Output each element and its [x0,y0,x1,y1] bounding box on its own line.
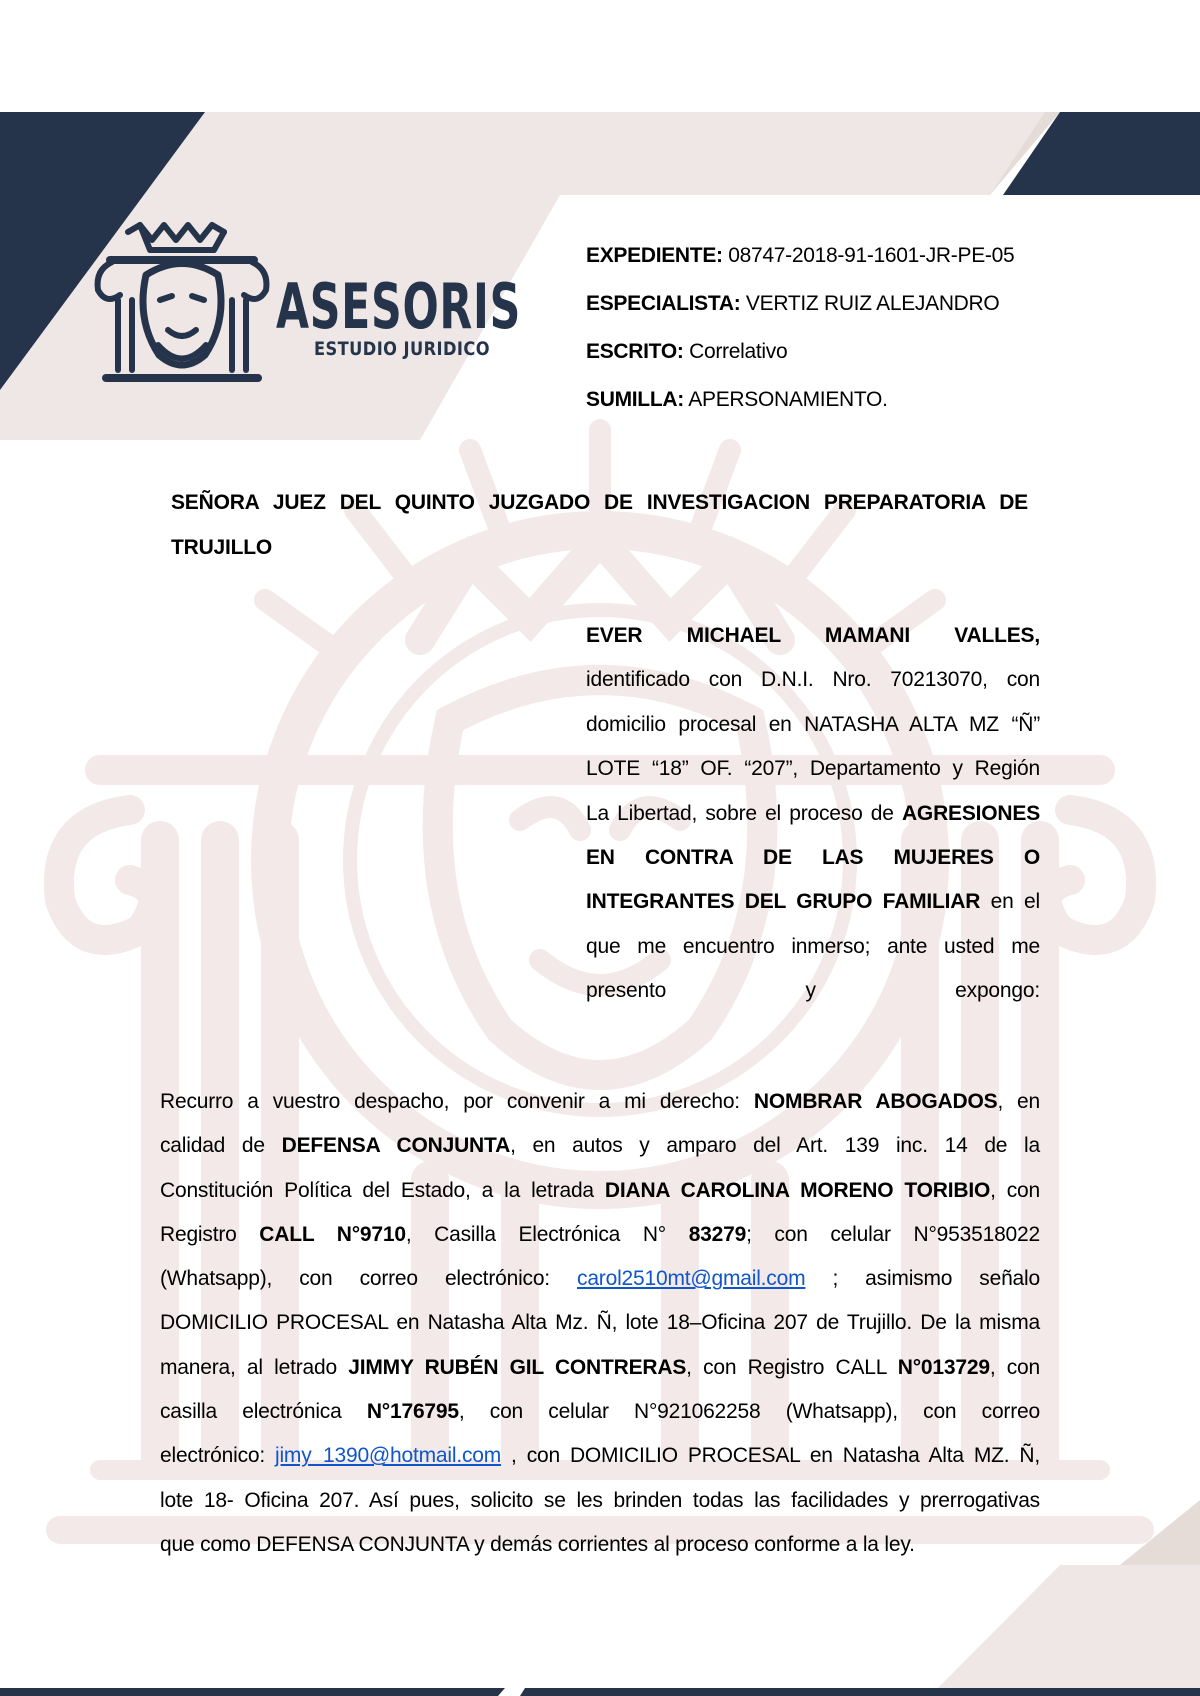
party-line-5b: AGRESIONES [901,801,1040,825]
footer-navy-right [520,1688,1200,1696]
addressee [171,480,1028,570]
party-line-3: domicilio procesal en NATASHA ALTA MZ “Ñ” [586,712,1040,736]
especialista-value: VERTIZ RUIZ ALEJANDRO [740,292,1000,315]
party-line-5a: La Libertad, sobre el proceso de [586,801,902,825]
logo-wordmark: ASESORIS [276,270,521,343]
body-line-9a: electrónico: [160,1444,275,1468]
body-line-3b: DIANA CAROLINA MORENO TORIBIO [604,1178,991,1202]
escrito-label: ESCRITO: [586,340,684,363]
body-line-9 [160,1434,1040,1478]
body-line-7c: , con Registro CALL [686,1355,898,1379]
body-line-9b: , con DOMICILIO PROCESAL en Natasha Alta MZ. Ñ, [501,1444,1040,1468]
body-line-4b: CALL N°9710 [259,1222,406,1246]
footer-navy-left [0,1688,505,1696]
party-line-7 [586,880,1040,924]
party-line-2: identificado con D.N.I. Nro. 70213070, con [586,668,1040,692]
body-paragraph [160,1080,1040,1567]
body-line-8b: N°176795 [366,1400,459,1424]
party-identification [586,614,1040,1014]
body-line-7b: JIMMY RUBÉN GIL CONTRERAS [348,1355,687,1379]
party-line-6 [586,836,1040,880]
party-line-9: presento y expongo: [586,979,1040,1003]
body-line-7e: , con [989,1355,1040,1379]
body-line-4a: Registro [160,1222,260,1246]
sumilla-row [586,376,1146,424]
body-line-4c: , Casilla Electrónica N° [405,1222,689,1246]
body-line-4 [160,1213,1040,1257]
body-line-5b: ; asimismo señalo [805,1267,1040,1291]
body-line-7a: manera, al letrado [160,1355,349,1379]
body-line-1b: NOMBRAR ABOGADOS [753,1090,998,1113]
addressee-line-2: TRUJILLO [171,536,273,559]
sumilla-value: APERSONAMIENTO. [683,388,888,411]
logo-tagline: ESTUDIO JURIDICO [314,338,490,360]
body-line-7 [160,1346,1040,1390]
sumilla-label: SUMILLA: [586,388,684,411]
footer-band-beige [930,1565,1200,1696]
body-line-5 [160,1257,1040,1301]
party-line-4: LOTE “18” OF. “207”, Departamento y Región [586,757,1040,781]
escrito-row [586,328,1146,376]
expediente-value: 08747-2018-91-1601-JR-PE-05 [722,244,1015,267]
expediente-label: EXPEDIENTE: [586,244,723,267]
body-line-4e: ; con celular N°953518022 [746,1222,1040,1246]
especialista-label: ESPECIALISTA: [586,292,741,315]
email-link-carol[interactable]: carol2510mt@gmail.com [577,1267,806,1291]
party-line-5 [586,792,1040,836]
body-line-6: DOMICILIO PROCESAL en Natasha Alta Mz. Ñ, lote 18–Oficina 207 de Trujillo. De la misma [160,1311,1040,1335]
body-line-11: que como DEFENSA CONJUNTA y demás corrientes al proceso conforme a la ley. [160,1532,915,1556]
body-line-3 [160,1169,1040,1213]
body-line-8a: casilla electrónica [160,1400,367,1424]
body-line-2c: , en autos y amparo del Art. 139 inc. 14 de la [510,1134,1040,1158]
body-line-2a: calidad de [160,1134,282,1158]
body-line-10: lote 18- Oficina 207. Así pues, solicito se les brinden todas las facilidades y prerrogativas [160,1488,1040,1512]
body-line-1c: , en [997,1090,1040,1113]
body-line-7d: N°013729 [897,1355,990,1379]
expediente-row [586,232,1146,280]
body-line-3a: Constitución Política del Estado, a la letrada [160,1178,605,1202]
body-line-1 [160,1080,1040,1124]
body-line-3c: , con [990,1178,1040,1202]
escrito-value: Correlativo [683,340,788,363]
logo-emblem [98,225,267,378]
body-line-2b: DEFENSA CONJUNTA [281,1134,511,1158]
party-line-7b: en el [980,890,1040,914]
body-line-8c: , con celular N°921062258 (Whatsapp), con correo [458,1400,1040,1424]
party-line-7a: INTEGRANTES DEL GRUPO FAMILIAR [586,890,981,914]
email-link-jimy[interactable]: jimy_1390@hotmail.com [275,1444,502,1468]
case-header [586,232,1146,424]
party-name-text: EVER MICHAEL MAMANI VALLES, [586,624,1040,647]
party-name [586,614,1040,658]
body-line-8 [160,1390,1040,1434]
body-line-2 [160,1124,1040,1168]
body-line-5a: (Whatsapp), con correo electrónico: [160,1267,578,1291]
especialista-row [586,280,1146,328]
party-line-8: que me encuentro inmerso; ante usted me [586,934,1040,958]
body-line-4d: 83279 [688,1222,747,1246]
party-line-6-text: EN CONTRA DE LAS MUJERES O [586,846,1040,870]
addressee-line-1: SEÑORA JUEZ DEL QUINTO JUZGADO DE INVESTIGACION PREPARATORIA DE [171,491,1028,514]
body-line-1a: Recurro a vuestro despacho, por convenir a mi derecho: [160,1090,754,1113]
